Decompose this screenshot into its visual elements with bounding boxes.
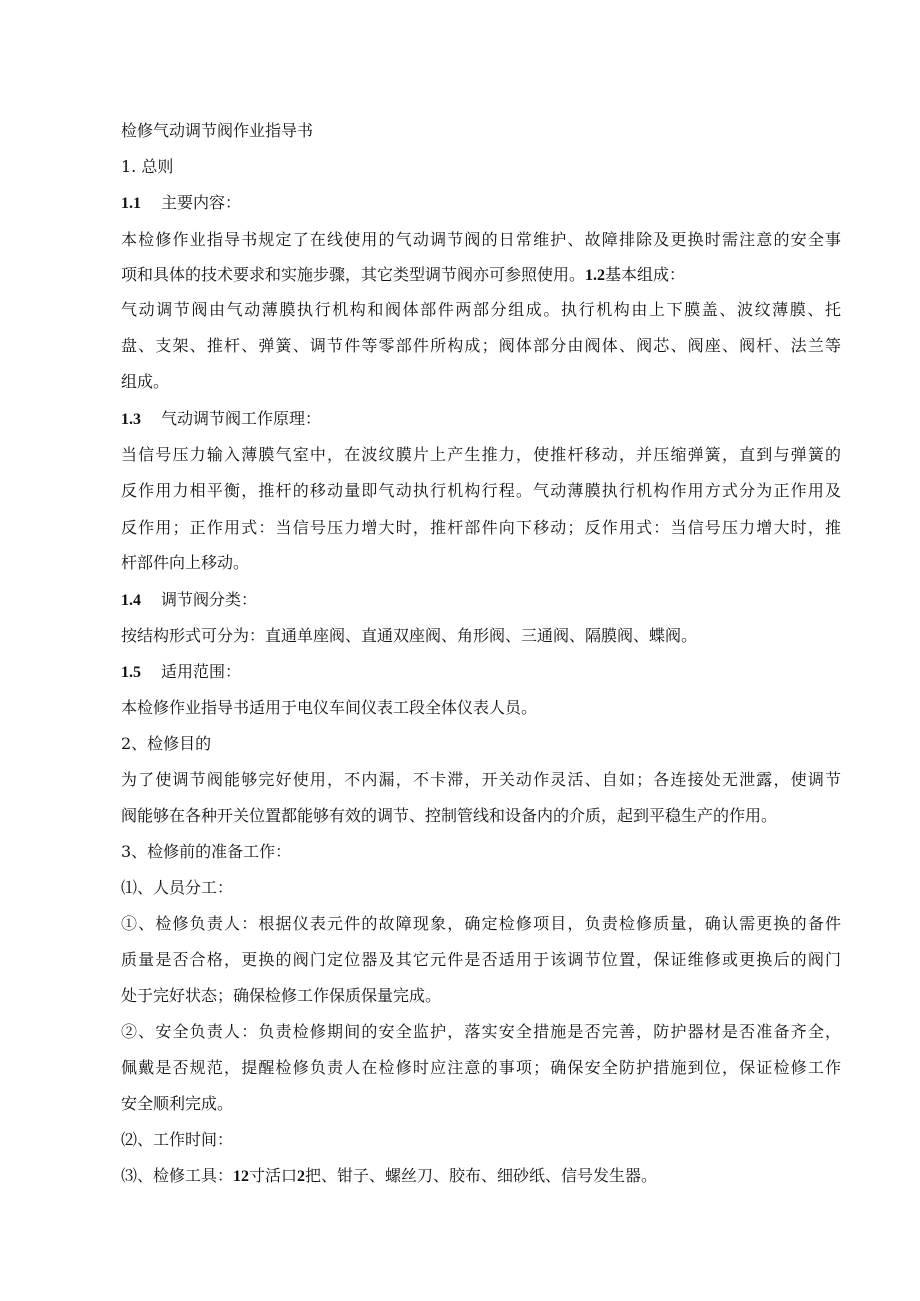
paragraph-line: 当信号压力输入薄膜气室中，在波纹膜片上产生推力，使推杆移动，并压缩弹簧，直到与弹簧的 <box>121 445 841 464</box>
section-2-heading: 2、检修目的 <box>121 734 212 753</box>
paragraph-line: 处于完好状态；确保检修工作保质保量完成。 <box>121 986 442 1005</box>
paragraph-line: 杆部件向上移动。 <box>121 553 250 572</box>
paragraph-line: 为了使调节阀能够完好使用，不内漏，不卡滞，开关动作灵活、自如；各连接处无泄露，使调节 <box>121 770 841 789</box>
paragraph-line: 本检修作业指导书规定了在线使用的气动调节阀的日常维护、故障排除及更换时需注意的安全事 <box>121 230 841 249</box>
paragraph-line: 气动调节阀由气动薄膜执行机构和阀体部件两部分组成。执行机构由上下膜盖、波纹薄膜、托 <box>121 300 841 319</box>
paragraph-line: 本检修作业指导书适用于电仪车间仪表工段全体仪表人员。 <box>121 698 538 717</box>
text-run: ⑶、检修工具： <box>121 1166 234 1185</box>
section-3-heading: 3、检修前的准备工作： <box>121 842 292 861</box>
paragraph-line: 组成。 <box>121 372 170 391</box>
section-1-heading: 1. 总则 <box>121 157 174 176</box>
paragraph-line: 质量是否合格，更换的阀门定位器及其它元件是否适用于该调节位置，保证维修或更换后的阀门 <box>121 950 841 969</box>
section-number: 1.1 <box>121 195 141 212</box>
text-run: 寸活口 <box>249 1166 298 1185</box>
section-1-5-heading <box>121 662 841 683</box>
paragraph-line: ②、安全负责人：负责检修期间的安全监护，落实安全措施是否完善，防护器材是否准备齐全， <box>121 1022 841 1041</box>
paragraph-line: ①、检修负责人：根据仪表元件的故障现象，确定检修项目，负责检修质量，确认需更换的备件 <box>121 914 841 933</box>
section-1-3-heading <box>121 409 841 430</box>
paragraph-line: 反作用力相平衡，推杆的移动量即气动执行机构行程。气动薄膜执行机构作用方式分为正作用及 <box>121 481 841 500</box>
paragraph-line: 阀能够在各种开关位置都能够有效的调节、控制管线和设备内的介质，起到平稳生产的作用。 <box>121 806 778 825</box>
list-item: ⑴、人员分工： <box>121 878 234 897</box>
section-number: 1.4 <box>121 592 141 609</box>
number: 12 <box>233 1168 250 1185</box>
section-label: 适用范围： <box>161 662 242 681</box>
section-1-4-heading <box>121 590 841 611</box>
section-label: 基本组成： <box>605 265 686 284</box>
section-label: 气动调节阀工作原理： <box>161 409 322 428</box>
text-run: 项和具体的技术要求和实施步骤，其它类型调节阀亦可参照使用。 <box>121 265 586 284</box>
paragraph-line: 安全顺利完成。 <box>121 1094 234 1113</box>
section-label: 主要内容： <box>161 193 242 212</box>
number: 2 <box>297 1168 306 1185</box>
section-1-1-heading <box>121 193 841 214</box>
text-run: 把、钳子、螺丝刀、胶布、细砂纸、信号发生器。 <box>305 1166 658 1185</box>
section-number: 1.3 <box>121 411 141 428</box>
list-item: ⑵、工作时间： <box>121 1130 234 1149</box>
paragraph-line: 反作用；正作用式：当信号压力增大时，推杆部件向下移动；反作用式：当信号压力增大时，推 <box>121 518 841 537</box>
section-label: 调节阀分类： <box>161 590 258 609</box>
list-item <box>121 1166 841 1187</box>
paragraph-line: 盘、支架、推杆、弹簧、调节件等零部件所构成；阀体部分由阀体、阀芯、阀座、阀杆、法兰等 <box>121 336 841 355</box>
section-number: 1.5 <box>121 664 141 681</box>
paragraph-line <box>121 265 841 286</box>
paragraph-line: 按结构形式可分为：直通单座阀、直通双座阀、角形阀、三通阀、隔膜阀、蝶阀。 <box>121 626 698 645</box>
doc-title: 检修气动调节阀作业指导书 <box>121 121 314 140</box>
paragraph-line: 佩戴是否规范，提醒检修负责人在检修时应注意的事项；确保安全防护措施到位，保证检修工作 <box>121 1058 841 1077</box>
section-number: 1.2 <box>585 267 606 284</box>
